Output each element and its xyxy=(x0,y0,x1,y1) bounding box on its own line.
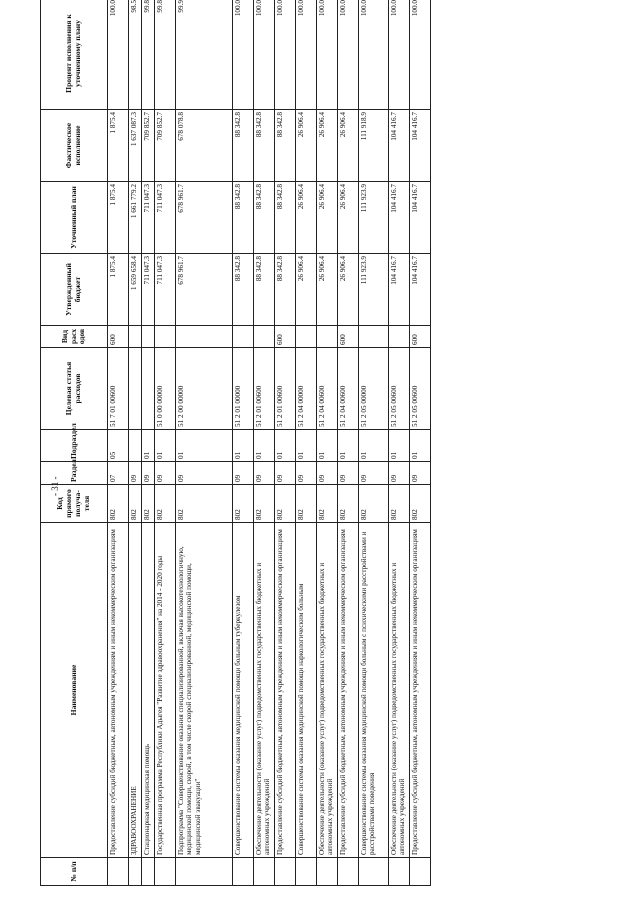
cell-percent: 100.0 xyxy=(108,0,129,110)
cell-percent: 100.0 xyxy=(317,0,338,110)
cell-plan: 104 416.7 xyxy=(389,182,410,254)
cell-actual: 26 906.4 xyxy=(296,110,317,182)
header-name: Наименование xyxy=(41,523,108,858)
cell-num xyxy=(254,858,275,886)
cell-plan: 711 047.3 xyxy=(142,182,155,254)
cell-num xyxy=(389,858,410,886)
cell-actual: 26 906.4 xyxy=(338,110,359,182)
cell-name: Обеспечение деятельности (оказание услуг) подведомственных государственных бюджетных и автономных учреждений xyxy=(317,523,338,858)
cell-target: 51 7 01 00600 xyxy=(108,348,129,430)
cell-section: 09 xyxy=(410,462,431,485)
cell-actual: 104 416.7 xyxy=(389,110,410,182)
cell-num xyxy=(108,858,129,886)
cell-type xyxy=(176,326,233,348)
cell-section: 09 xyxy=(233,462,254,485)
cell-code: 802 xyxy=(359,485,389,523)
cell-plan: 1 875.4 xyxy=(108,182,129,254)
cell-actual: 88 342.8 xyxy=(233,110,254,182)
table-row xyxy=(142,0,155,886)
cell-code: 802 xyxy=(275,485,296,523)
cell-approved: 678 961.7 xyxy=(176,254,233,326)
cell-plan: 104 416.7 xyxy=(410,182,431,254)
cell-percent: 100.0 xyxy=(389,0,410,110)
cell-name: Государственная программа Республики Адыгея "Развитие здравоохранения" на 2014 - 2020 годы xyxy=(155,523,176,858)
cell-percent: 100.0 xyxy=(338,0,359,110)
cell-name: ЗДРАВООХРАНЕНИЕ xyxy=(129,523,142,858)
cell-subsection: 01 xyxy=(275,430,296,462)
cell-section: 09 xyxy=(129,462,142,485)
cell-target: 51 2 00 00000 xyxy=(176,348,233,430)
cell-section: 09 xyxy=(389,462,410,485)
cell-num xyxy=(338,858,359,886)
cell-name: Подпрограмма "Совершенствование оказания специализированной, включая высокотехнологичную, медицинской помощи, скорой, в том числе скорой специализированной, медицинской помощи, медицинской эвакуации" xyxy=(176,523,233,858)
cell-name: Предоставление субсидий бюджетным, автономным учреждениям и иным некоммерческим организациям xyxy=(338,523,359,858)
cell-approved: 1 875.4 xyxy=(108,254,129,326)
table-row xyxy=(233,0,254,886)
table-row xyxy=(317,0,338,886)
cell-plan: 111 923.9 xyxy=(359,182,389,254)
cell-subsection: 01 xyxy=(359,430,389,462)
cell-actual: 709 852.7 xyxy=(142,110,155,182)
cell-approved: 88 342.8 xyxy=(275,254,296,326)
cell-code: 802 xyxy=(338,485,359,523)
cell-name: Обеспечение деятельности (оказание услуг) подведомственных государственных бюджетных и автономных учреждений xyxy=(389,523,410,858)
cell-subsection: 01 xyxy=(389,430,410,462)
cell-actual: 111 918.9 xyxy=(359,110,389,182)
cell-plan: 1 661 779.2 xyxy=(129,182,142,254)
table-row xyxy=(254,0,275,886)
header-section: Раздел xyxy=(41,462,108,485)
header-percent: Процент исполнения к уточненному плану xyxy=(41,0,108,110)
cell-subsection: 01 xyxy=(254,430,275,462)
cell-approved: 26 906.4 xyxy=(338,254,359,326)
cell-actual: 1 637 087.3 xyxy=(129,110,142,182)
cell-actual: 88 342.8 xyxy=(254,110,275,182)
cell-percent: 98.5 xyxy=(129,0,142,110)
cell-actual: 678 078.8 xyxy=(176,110,233,182)
cell-code: 802 xyxy=(410,485,431,523)
cell-percent: 99.8 xyxy=(142,0,155,110)
cell-subsection: 01 xyxy=(233,430,254,462)
table-row xyxy=(176,0,233,886)
cell-subsection: 01 xyxy=(317,430,338,462)
cell-num xyxy=(176,858,233,886)
cell-target: 51 2 04 00000 xyxy=(296,348,317,430)
cell-actual: 88 342.8 xyxy=(275,110,296,182)
page-content xyxy=(40,0,530,886)
cell-subsection: 01 xyxy=(338,430,359,462)
cell-type xyxy=(142,326,155,348)
cell-section: 09 xyxy=(359,462,389,485)
cell-num xyxy=(233,858,254,886)
cell-type xyxy=(389,326,410,348)
cell-plan: 678 961.7 xyxy=(176,182,233,254)
cell-target: 51 2 04 00600 xyxy=(317,348,338,430)
cell-target: 51 2 05 00600 xyxy=(389,348,410,430)
cell-plan: 26 906.4 xyxy=(338,182,359,254)
cell-name: Совершенствование системы оказания медицинской помощи наркологическим больным xyxy=(296,523,317,858)
cell-num xyxy=(129,858,142,886)
header-target: Целевая статья расходов xyxy=(41,348,108,430)
cell-type xyxy=(129,326,142,348)
cell-name: Совершенствование системы оказания медицинской помощи больным туберкулезом xyxy=(233,523,254,858)
cell-type xyxy=(359,326,389,348)
cell-target: 51 2 05 00600 xyxy=(410,348,431,430)
cell-actual: 104 416.7 xyxy=(410,110,431,182)
cell-subsection: 01 xyxy=(410,430,431,462)
cell-approved: 88 342.8 xyxy=(233,254,254,326)
cell-target: 51 2 05 00000 xyxy=(359,348,389,430)
cell-plan: 88 342.8 xyxy=(254,182,275,254)
table-row xyxy=(359,0,389,886)
cell-subsection: 01 xyxy=(155,430,176,462)
cell-approved: 26 906.4 xyxy=(317,254,338,326)
cell-subsection: 01 xyxy=(176,430,233,462)
cell-name: Обеспечение деятельности (оказание услуг) подведомственных государственных бюджетных и автономных учреждений xyxy=(254,523,275,858)
cell-num xyxy=(155,858,176,886)
cell-code: 802 xyxy=(108,485,129,523)
cell-section: 09 xyxy=(142,462,155,485)
cell-num xyxy=(359,858,389,886)
cell-code: 802 xyxy=(129,485,142,523)
cell-type: 600 xyxy=(275,326,296,348)
cell-plan: 88 342.8 xyxy=(233,182,254,254)
cell-approved: 111 923.9 xyxy=(359,254,389,326)
cell-approved: 104 416.7 xyxy=(410,254,431,326)
cell-section: 09 xyxy=(155,462,176,485)
cell-percent: 100.0 xyxy=(410,0,431,110)
header-actual: Фактическое исполнение xyxy=(41,110,108,182)
header-num: № п/п xyxy=(41,858,108,886)
cell-plan: 26 906.4 xyxy=(296,182,317,254)
cell-target: 51 2 01 00000 xyxy=(233,348,254,430)
cell-type: 600 xyxy=(410,326,431,348)
table-row xyxy=(155,0,176,886)
cell-type: 600 xyxy=(108,326,129,348)
cell-type xyxy=(233,326,254,348)
cell-percent: 99.9 xyxy=(176,0,233,110)
cell-percent: 100.0 xyxy=(233,0,254,110)
cell-plan: 26 906.4 xyxy=(317,182,338,254)
cell-num xyxy=(317,858,338,886)
cell-name: Предоставление субсидий бюджетным, автономным учреждениям и иным некоммерческим организациям xyxy=(410,523,431,858)
cell-code: 802 xyxy=(142,485,155,523)
cell-actual: 26 906.4 xyxy=(317,110,338,182)
header-subsection: Подраздел xyxy=(41,430,108,462)
cell-target: 51 2 04 00600 xyxy=(338,348,359,430)
table-row xyxy=(275,0,296,886)
cell-section: 07 xyxy=(108,462,129,485)
table-row xyxy=(338,0,359,886)
budget-table xyxy=(40,0,431,886)
cell-type xyxy=(155,326,176,348)
header-approved: Утвержденный бюджет xyxy=(41,254,108,326)
header-code: Код прямого получа-теля xyxy=(41,485,108,523)
cell-percent: 100.0 xyxy=(275,0,296,110)
table-row xyxy=(389,0,410,886)
cell-section: 09 xyxy=(338,462,359,485)
cell-subsection: 01 xyxy=(142,430,155,462)
cell-num xyxy=(296,858,317,886)
cell-num xyxy=(142,858,155,886)
cell-code: 802 xyxy=(254,485,275,523)
cell-type xyxy=(317,326,338,348)
table-row xyxy=(296,0,317,886)
cell-approved: 88 342.8 xyxy=(254,254,275,326)
cell-subsection xyxy=(129,430,142,462)
table-row xyxy=(410,0,431,886)
page-number: - 31 - xyxy=(50,476,60,496)
cell-code: 802 xyxy=(176,485,233,523)
cell-approved: 711 047.3 xyxy=(155,254,176,326)
cell-name: Стационарная медицинская помощь xyxy=(142,523,155,858)
table-row xyxy=(129,0,142,886)
cell-target: 51 2 01 00600 xyxy=(275,348,296,430)
cell-section: 09 xyxy=(254,462,275,485)
cell-target xyxy=(129,348,142,430)
table-header-row xyxy=(41,0,108,886)
cell-section: 09 xyxy=(317,462,338,485)
cell-code: 802 xyxy=(389,485,410,523)
rotated-document-page xyxy=(40,0,530,886)
cell-plan: 88 342.8 xyxy=(275,182,296,254)
cell-section: 09 xyxy=(176,462,233,485)
cell-type xyxy=(296,326,317,348)
cell-name: Предоставление субсидий бюджетным, автономным учреждениям и иным некоммерческим организациям xyxy=(108,523,129,858)
cell-approved: 26 906.4 xyxy=(296,254,317,326)
cell-type xyxy=(254,326,275,348)
cell-plan: 711 047.3 xyxy=(155,182,176,254)
cell-actual: 1 875.4 xyxy=(108,110,129,182)
cell-code: 802 xyxy=(317,485,338,523)
cell-approved: 104 416.7 xyxy=(389,254,410,326)
cell-target: 51 2 01 00600 xyxy=(254,348,275,430)
cell-percent: 100.0 xyxy=(254,0,275,110)
cell-approved: 711 047.3 xyxy=(142,254,155,326)
cell-name: Предоставление субсидий бюджетным, автономным учреждениям и иным некоммерческим организациям xyxy=(275,523,296,858)
cell-code: 802 xyxy=(233,485,254,523)
cell-section: 09 xyxy=(275,462,296,485)
cell-percent: 100.0 xyxy=(359,0,389,110)
cell-subsection: 05 xyxy=(108,430,129,462)
cell-section: 09 xyxy=(296,462,317,485)
cell-num xyxy=(275,858,296,886)
cell-percent: 100.0 xyxy=(296,0,317,110)
cell-target: 51 0 00 00000 xyxy=(155,348,176,430)
cell-actual: 709 852.7 xyxy=(155,110,176,182)
cell-code: 802 xyxy=(296,485,317,523)
header-plan: Уточненный план xyxy=(41,182,108,254)
cell-num xyxy=(410,858,431,886)
cell-type: 600 xyxy=(338,326,359,348)
cell-percent: 99.8 xyxy=(155,0,176,110)
cell-subsection: 01 xyxy=(296,430,317,462)
cell-target xyxy=(142,348,155,430)
cell-code: 802 xyxy=(155,485,176,523)
table-row xyxy=(108,0,129,886)
cell-approved: 1 659 658.4 xyxy=(129,254,142,326)
header-type: Вид расх одов xyxy=(41,326,108,348)
cell-name: Совершенствование системы оказания медицинской помощи больным с психическими расстройствами и расстройствами поведения xyxy=(359,523,389,858)
